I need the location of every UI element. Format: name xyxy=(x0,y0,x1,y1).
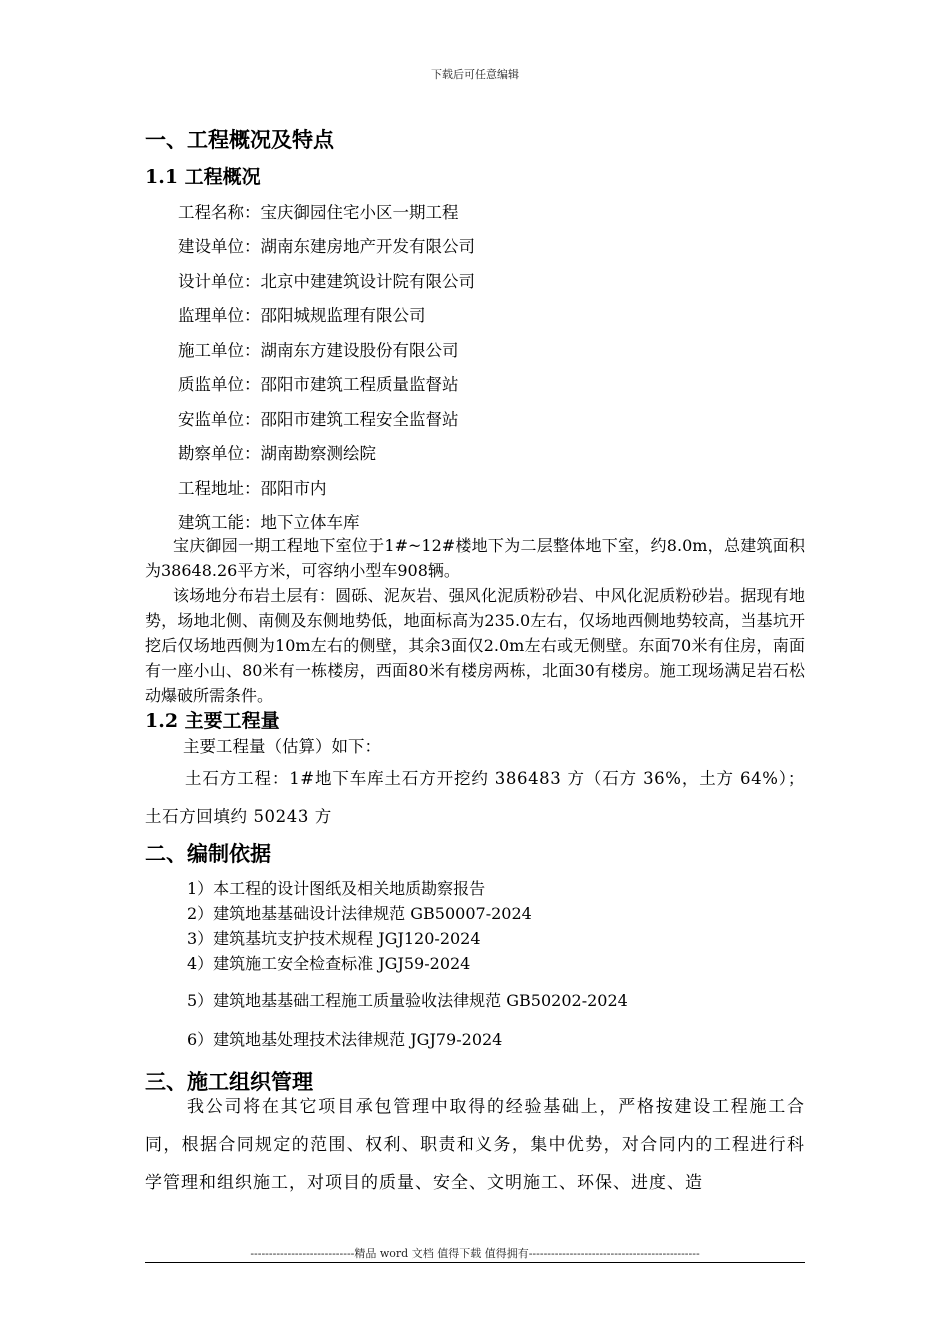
section-heading-2: 二、编制依据 xyxy=(145,841,271,866)
paragraph-management: 我公司将在其它项目承包管理中取得的经验基础上，严格按建设工程施工合同，根据合同规定的范围、权利、职责和义务，集中优势，对合同内的工程进行科学管理和组织施工，对项目的质量、安全、文明施工、环保、进度、造 xyxy=(145,1097,805,1193)
field-safety-supervision: 安监单位：邵阳市建筑工程安全监督站 xyxy=(178,410,459,429)
basis-item: 4）建筑施工安全检查标准 JGJ59-2024 xyxy=(187,954,471,973)
subsection-heading-1-2: 1.2 主要工程量 xyxy=(145,710,280,732)
basis-item: 1）本工程的设计图纸及相关地质勘察报告 xyxy=(187,879,486,898)
field-quality-supervision: 质监单位：邵阳市建筑工程质量监督站 xyxy=(178,375,459,394)
field-address: 工程地址：邵阳市内 xyxy=(178,479,327,498)
field-supervisor: 监理单位：邵阳城规监理有限公司 xyxy=(178,306,426,325)
page-footer: ----------------------------精品 word 文档 值得下载 值得拥有---------------------------------------------- xyxy=(250,1247,700,1260)
field-survey: 勘察单位：湖南勘察测绘院 xyxy=(178,444,376,463)
page-header: 下载后可任意编辑 xyxy=(431,68,519,81)
section-heading-1: 一、工程概况及特点 xyxy=(145,127,334,152)
field-designer: 设计单位：北京中建建筑设计院有限公司 xyxy=(178,272,475,291)
basis-item: 6）建筑地基处理技术法律规范 JGJ79-2024 xyxy=(187,1030,503,1049)
quantity-intro: 主要工程量（估算）如下： xyxy=(183,737,381,756)
section-heading-3: 三、施工组织管理 xyxy=(145,1069,313,1094)
paragraph-earthwork: 土石方工程：1#地下车库土石方开挖约 386483 方（石方 36%，土方 64%）；土石方回填约 50243 方 xyxy=(145,769,805,826)
basis-item: 5）建筑地基基础工程施工质量验收法律规范 GB50202-2024 xyxy=(187,991,628,1010)
basis-item: 3）建筑基坑支护技术规程 JGJ120-2024 xyxy=(187,929,481,948)
paragraph-basement: 宝庆御园一期工程地下室位于1#~12#楼地下为二层整体地下室，约8.0m，总建筑面积为38648.26平方米，可容纳小型车908辆。 xyxy=(145,536,805,580)
field-developer: 建设单位：湖南东建房地产开发有限公司 xyxy=(178,237,475,256)
paragraph-site-geology: 该场地分布岩土层有：圆砾、泥灰岩、强风化泥质粉砂岩、中风化泥质粉砂岩。据现有地势，场地北侧、南侧及东侧地势低，地面标高为235.0左右，仅场地西侧地势较高，当基坑开挖后仅场地西侧为10m左右的侧壁，其余3面仅2.0m左右或无侧壁。东面70米有住房，南面有一座小山、80米有一栋楼房，西面80米有楼房两栋，北面30有楼房。施工现场满足岩石松动爆破所需条件。 xyxy=(145,586,805,705)
basis-item: 2）建筑地基基础设计法律规范 GB50007-2024 xyxy=(187,904,532,923)
footer-divider xyxy=(145,1262,805,1263)
subsection-heading-1-1: 1.1 工程概况 xyxy=(145,166,261,188)
field-constructor: 施工单位：湖南东方建设股份有限公司 xyxy=(178,341,459,360)
field-function: 建筑工能：地下立体车库 xyxy=(178,513,360,532)
field-project-name: 工程名称：宝庆御园住宅小区一期工程 xyxy=(178,203,459,222)
